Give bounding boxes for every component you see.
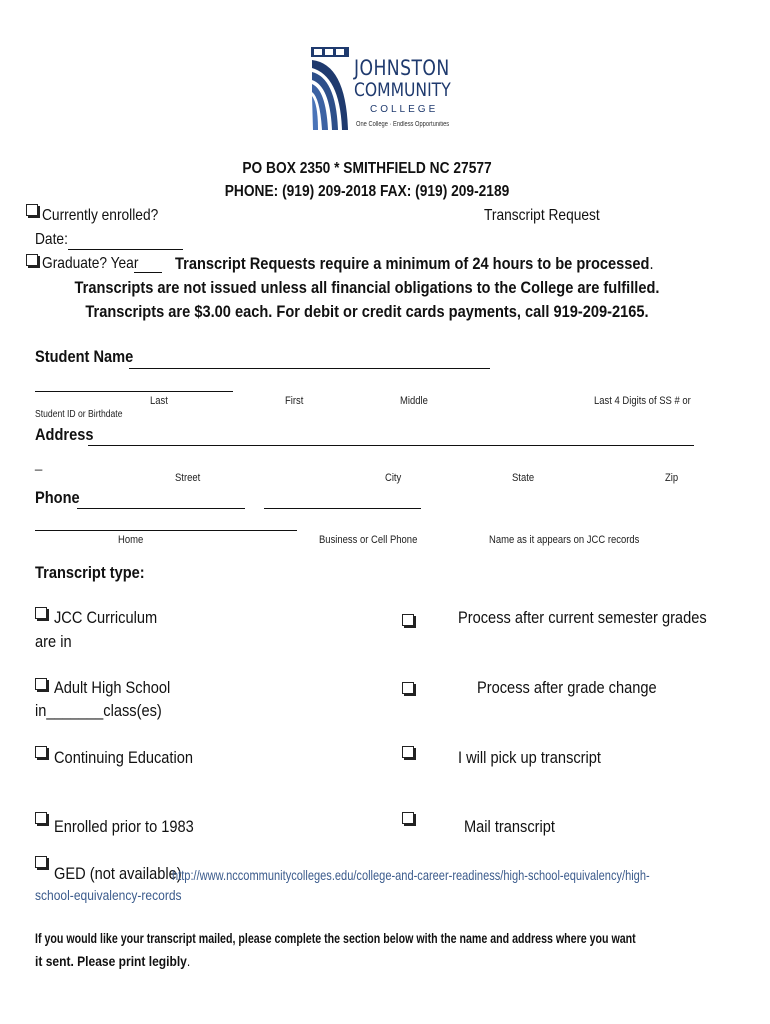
address-field-continued: _	[35, 456, 43, 471]
pick-up-label: I will pick up transcript	[458, 748, 602, 767]
logo-name-line3: COLLEGE	[370, 104, 439, 115]
state-caption: State	[512, 472, 535, 484]
phone-field-3[interactable]	[35, 530, 297, 531]
continuing-ed-checkbox[interactable]	[35, 746, 47, 758]
college-phone-fax: PHONE: (919) 209-2018 FAX: (919) 209-2189	[224, 183, 510, 200]
logo-emblem-icon	[310, 46, 350, 132]
processing-notice-end: .	[649, 254, 654, 273]
are-in-label: are in	[35, 632, 72, 651]
transcript-type-heading: Transcript type:	[35, 563, 145, 582]
graduate-year-label: Graduate? Year	[42, 255, 139, 272]
name-records-caption: Name as it appears on JCC records	[489, 534, 640, 546]
process-grade-change-checkbox[interactable]	[402, 682, 414, 694]
process-grade-change-label: Process after grade change	[477, 678, 657, 697]
currently-enrolled-checkbox[interactable]	[26, 204, 38, 216]
mail-notice-line1: If you would like your transcript mailed, please complete the section below with the name and address where you want	[35, 930, 636, 946]
business-phone-caption: Business or Cell Phone	[319, 534, 418, 546]
ged-link-continued[interactable]: school-equivalency-records	[35, 887, 182, 903]
last-name-caption: Last	[150, 395, 168, 407]
logo-name-line1: JOHNSTON	[354, 56, 450, 80]
street-caption: Street	[175, 472, 201, 484]
process-semester-label: Process after current semester grades	[458, 608, 707, 627]
ssn-caption: Last 4 Digits of SS # or	[594, 395, 691, 407]
student-id-caption: Student ID or Birthdate	[35, 409, 123, 420]
pick-up-checkbox[interactable]	[402, 746, 414, 758]
address-field[interactable]	[88, 445, 694, 446]
first-name-caption: First	[285, 395, 304, 407]
transcript-request-label: Transcript Request	[484, 207, 600, 224]
continuing-ed-label: Continuing Education	[54, 748, 193, 767]
ged-link[interactable]: http://www.nccommunitycolleges.edu/college-and-career-readiness/high-school-equivalency/high-	[172, 867, 650, 883]
adult-high-school-label: Adult High School	[54, 678, 171, 697]
student-name-field-continued[interactable]	[35, 391, 233, 392]
college-address: PO BOX 2350 * SMITHFIELD NC 27577	[242, 160, 492, 177]
address-label: Address	[35, 425, 94, 444]
graduate-year-field[interactable]	[134, 272, 162, 273]
class-count-label: in_______class(es)	[35, 701, 162, 720]
college-logo	[310, 46, 460, 136]
jcc-curriculum-label: JCC Curriculum	[54, 608, 158, 627]
city-caption: City	[385, 472, 402, 484]
processing-notice-text: Transcript Requests require a minimum of 24 hours to be processed	[175, 254, 650, 273]
financial-notice: Transcripts are not issued unless all financial obligations to the College are fulfilled.	[74, 278, 660, 297]
student-name-field[interactable]	[129, 368, 490, 369]
process-semester-checkbox[interactable]	[402, 614, 414, 626]
phone-field-1[interactable]	[77, 508, 245, 509]
mail-notice-line2-text: it sent. Please print legibly	[35, 953, 187, 969]
mail-notice-line2-end: .	[186, 953, 191, 969]
enrolled-prior-label: Enrolled prior to 1983	[54, 817, 194, 836]
processing-notice	[175, 254, 654, 274]
adult-high-school-checkbox[interactable]	[35, 678, 47, 690]
zip-caption: Zip	[665, 472, 679, 484]
date-field[interactable]	[68, 249, 183, 250]
student-name-label: Student Name	[35, 347, 134, 366]
logo-tagline: One College · Endless Opportunities	[356, 121, 450, 128]
ged-label: GED (not available)	[54, 864, 182, 883]
jcc-curriculum-checkbox[interactable]	[35, 607, 47, 619]
mail-transcript-checkbox[interactable]	[402, 812, 414, 824]
cost-notice: Transcripts are $3.00 each. For debit or credit cards payments, call 919-209-2165.	[85, 302, 649, 321]
date-label: Date:	[35, 231, 68, 248]
home-phone-caption: Home	[118, 534, 144, 546]
middle-name-caption: Middle	[400, 395, 428, 407]
currently-enrolled-label: Currently enrolled?	[42, 207, 159, 224]
ged-checkbox[interactable]	[35, 856, 47, 868]
graduate-checkbox[interactable]	[26, 254, 38, 266]
enrolled-prior-checkbox[interactable]	[35, 812, 47, 824]
logo-name-line2: COMMUNITY	[354, 79, 451, 101]
phone-label: Phone	[35, 488, 80, 507]
mail-notice-line2	[35, 953, 190, 969]
mail-transcript-label: Mail transcript	[464, 817, 555, 836]
phone-field-2[interactable]	[264, 508, 421, 509]
